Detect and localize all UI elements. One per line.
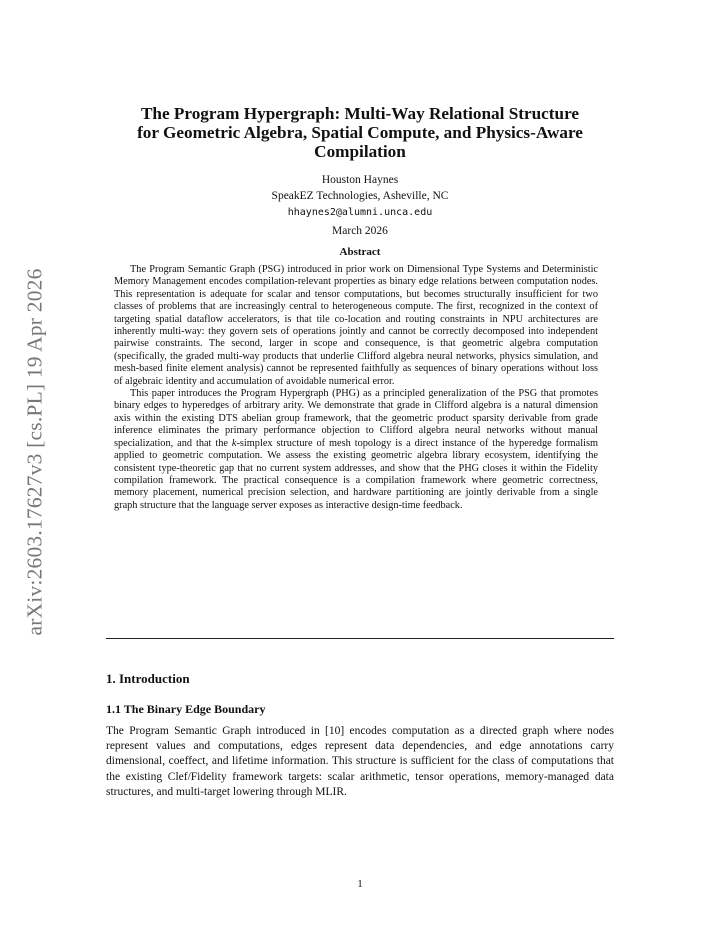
- page-number: 1: [357, 878, 363, 890]
- title-line-1: The Program Hypergraph: Multi-Way Relational Structure: [140, 104, 580, 123]
- arxiv-identifier: arXiv:2603.17627v3 [cs.PL] 19 Apr 2026: [22, 268, 47, 636]
- author-name: Houston Haynes: [321, 174, 399, 186]
- paper-date: March 2026: [332, 225, 388, 237]
- author-affiliation: SpeakEZ Technologies, Asheville, NC: [271, 190, 449, 202]
- abstract-heading: Abstract: [339, 246, 381, 258]
- paper-title: [106, 104, 614, 161]
- abstract-paragraph-1: The Program Semantic Graph (PSG) introduced in prior work on Dimensional Type Systems and Deterministic Memory Management encodes compilation-relevant properties as binary edge relations between computation nodes. This representation is adequate for scalar and tensor computations, but becomes structurally insufficient for two classes of problems that are increasingly central to heterogeneous compute. The first, recognized in the context of targeting spatial dataflow accelerators, is that tile co-location and routing constraints in NPU architectures are inherently multi-way: they govern sets of operations jointly and cannot be correctly decomposed into independent pairwise constraints. The second, larger in scope and consequence, is that geometric algebra computation (specifically, the graded multi-way products that underlie Clifford algebra neural networks, physics simulation, and mesh-based finite element analysis) cannot be represented faithfully as sequences of binary operations without loss of algebraic identity and accumulation of avoidable numerical error.: [114, 264, 598, 387]
- title-line-2: for Geometric Algebra, Spatial Compute, and Physics-Aware: [137, 123, 583, 142]
- author-email: hhaynes2@alumni.unca.edu: [287, 207, 433, 218]
- section-heading-introduction: 1. Introduction: [106, 671, 190, 686]
- abstract-paragraph-2-text-a: This paper introduces the Program Hypergraph (PHG) as a principled generalization of the PSG that promotes binary edges to hyperedges of arbitrary arity. We demonstrate that grade in Clifford algebra is a natural dimension axis within the existing DTS abelian group framework, that the geometric product sparsity derivable from grade inference eliminates the primary performance objection to Clifford algebra neural networks without manual specialization, and that the: [114, 388, 598, 449]
- title-line-3: Compilation: [314, 142, 406, 161]
- arxiv-sidebar-stamp: [18, 262, 52, 642]
- abstract-paragraph-2-emphasis: k: [231, 437, 237, 449]
- abstract-divider: [106, 638, 614, 639]
- abstract-paragraph-2: [114, 388, 598, 512]
- subsection-heading-binary-edge: 1.1 The Binary Edge Boundary: [106, 702, 266, 716]
- abstract-paragraph-2-text-b: -simplex structure of mesh topology is a direct instance of the hyperedge formalism applied to geometric computation. We assess the existing geometric algebra library ecosystem, identifying the consistent type-theoretic gap that no current system addresses, and show that the PHG closes it within the Fidelity compilation framework. The practical consequence is a compilation framework where geometric correctness, memory placement, numerical precision selection, and hardware partitioning are jointly derivable from a single graph structure that the language server exposes as interactive design-time feedback.: [114, 437, 598, 511]
- abstract-body: [114, 264, 598, 512]
- introduction-paragraph: The Program Semantic Graph introduced in [10] encodes computation as a directed graph where nodes represent values and computations, edges represent data dependencies, and edge annotations carry dimensional, coeffect, and lifetime information. This structure is sufficient for the class of computations that the existing Clef/Fidelity framework targets: scalar arithmetic, tensor operations, memory-managed data structures, and multi-target lowering through MLIR.: [106, 725, 614, 798]
